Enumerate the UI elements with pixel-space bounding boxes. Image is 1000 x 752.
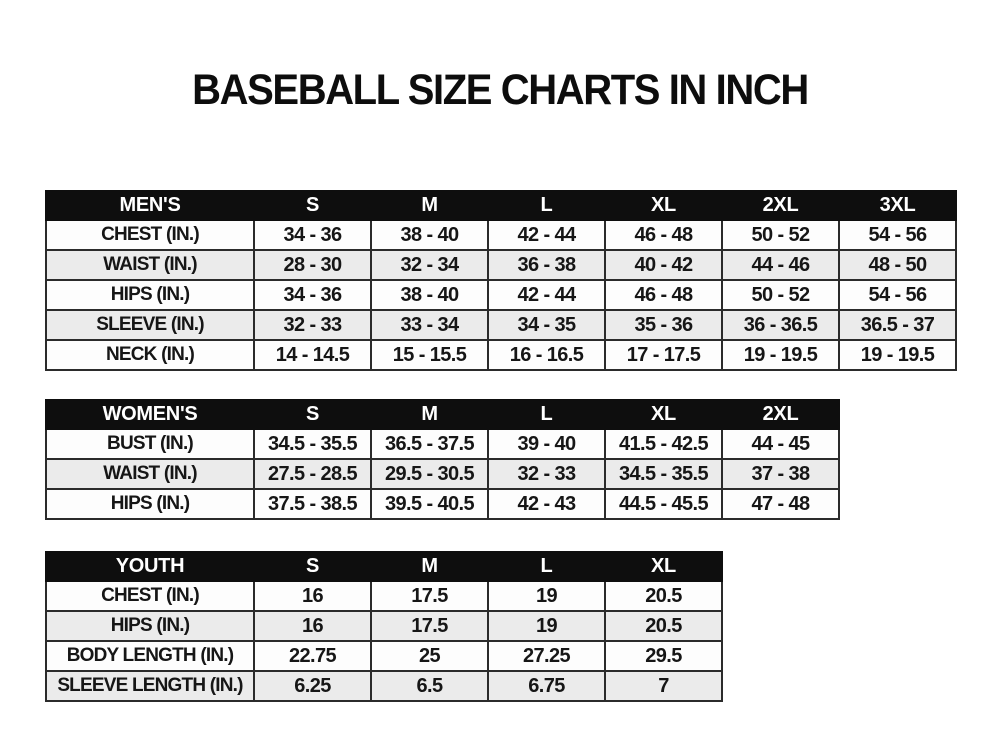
- size-value: 14 - 14.5: [254, 340, 371, 370]
- size-value: 16: [254, 611, 371, 641]
- youth-size-table: [45, 551, 723, 702]
- size-value: 17.5: [371, 611, 488, 641]
- size-value: 27.25: [488, 641, 605, 671]
- size-value: 34.5 - 35.5: [254, 429, 371, 459]
- womens-row-0: [46, 429, 839, 459]
- size-value: 34.5 - 35.5: [605, 459, 722, 489]
- womens-size-col-2xl: 2XL: [722, 400, 839, 429]
- size-value: 15 - 15.5: [371, 340, 488, 370]
- womens-size-col-xl: XL: [605, 400, 722, 429]
- measurement-label: CHEST (IN.): [46, 581, 254, 611]
- youth-size-col-s: S: [254, 552, 371, 581]
- size-value: 19 - 19.5: [722, 340, 839, 370]
- size-value: 44 - 45: [722, 429, 839, 459]
- womens-row-1: [46, 459, 839, 489]
- size-value: 6.5: [371, 671, 488, 701]
- size-value: 46 - 48: [605, 280, 722, 310]
- size-value: 46 - 48: [605, 220, 722, 250]
- mens-size-col-3xl: 3XL: [839, 191, 956, 220]
- size-value: 36 - 38: [488, 250, 605, 280]
- womens-table-section: [45, 399, 840, 520]
- size-value: 36.5 - 37: [839, 310, 956, 340]
- mens-row-3: [46, 310, 956, 340]
- size-value: 41.5 - 42.5: [605, 429, 722, 459]
- youth-table-section: [45, 551, 723, 702]
- size-value: 44.5 - 45.5: [605, 489, 722, 519]
- youth-row-3: [46, 671, 722, 701]
- size-value: 44 - 46: [722, 250, 839, 280]
- size-value: 20.5: [605, 581, 722, 611]
- size-value: 29.5: [605, 641, 722, 671]
- womens-group-label: WOMEN'S: [46, 400, 254, 429]
- size-value: 39.5 - 40.5: [371, 489, 488, 519]
- youth-size-col-m: M: [371, 552, 488, 581]
- size-value: 42 - 44: [488, 220, 605, 250]
- womens-size-col-l: L: [488, 400, 605, 429]
- size-value: 17 - 17.5: [605, 340, 722, 370]
- measurement-label: SLEEVE LENGTH (IN.): [46, 671, 254, 701]
- mens-row-4: [46, 340, 956, 370]
- mens-size-col-l: L: [488, 191, 605, 220]
- measurement-label: SLEEVE (IN.): [46, 310, 254, 340]
- measurement-label: CHEST (IN.): [46, 220, 254, 250]
- mens-size-table: [45, 190, 957, 371]
- mens-row-2: [46, 280, 956, 310]
- size-value: 54 - 56: [839, 220, 956, 250]
- measurement-label: WAIST (IN.): [46, 459, 254, 489]
- size-value: 20.5: [605, 611, 722, 641]
- measurement-label: HIPS (IN.): [46, 489, 254, 519]
- size-value: 40 - 42: [605, 250, 722, 280]
- measurement-label: HIPS (IN.): [46, 280, 254, 310]
- womens-header-row: [46, 400, 839, 429]
- size-value: 27.5 - 28.5: [254, 459, 371, 489]
- size-value: 54 - 56: [839, 280, 956, 310]
- youth-header-row: [46, 552, 722, 581]
- size-value: 42 - 44: [488, 280, 605, 310]
- size-value: 37 - 38: [722, 459, 839, 489]
- youth-row-2: [46, 641, 722, 671]
- size-value: 39 - 40: [488, 429, 605, 459]
- size-value: 34 - 36: [254, 280, 371, 310]
- measurement-label: WAIST (IN.): [46, 250, 254, 280]
- youth-size-col-l: L: [488, 552, 605, 581]
- size-value: 32 - 33: [254, 310, 371, 340]
- mens-row-0: [46, 220, 956, 250]
- womens-size-col-s: S: [254, 400, 371, 429]
- size-value: 47 - 48: [722, 489, 839, 519]
- womens-row-2: [46, 489, 839, 519]
- size-value: 35 - 36: [605, 310, 722, 340]
- size-value: 19: [488, 581, 605, 611]
- size-value: 29.5 - 30.5: [371, 459, 488, 489]
- size-value: 32 - 34: [371, 250, 488, 280]
- measurement-label: HIPS (IN.): [46, 611, 254, 641]
- womens-size-col-m: M: [371, 400, 488, 429]
- size-value: 38 - 40: [371, 220, 488, 250]
- mens-group-label: MEN'S: [46, 191, 254, 220]
- mens-header-row: [46, 191, 956, 220]
- youth-size-col-xl: XL: [605, 552, 722, 581]
- mens-table-section: [45, 190, 957, 371]
- size-value: 50 - 52: [722, 220, 839, 250]
- size-value: 34 - 35: [488, 310, 605, 340]
- size-value: 22.75: [254, 641, 371, 671]
- size-value: 16 - 16.5: [488, 340, 605, 370]
- size-value: 36.5 - 37.5: [371, 429, 488, 459]
- size-value: 16: [254, 581, 371, 611]
- size-value: 42 - 43: [488, 489, 605, 519]
- size-value: 7: [605, 671, 722, 701]
- size-value: 25: [371, 641, 488, 671]
- womens-size-table: [45, 399, 840, 520]
- measurement-label: NECK (IN.): [46, 340, 254, 370]
- size-value: 6.25: [254, 671, 371, 701]
- size-value: 36 - 36.5: [722, 310, 839, 340]
- size-value: 32 - 33: [488, 459, 605, 489]
- mens-row-1: [46, 250, 956, 280]
- size-value: 28 - 30: [254, 250, 371, 280]
- size-value: 33 - 34: [371, 310, 488, 340]
- mens-size-col-s: S: [254, 191, 371, 220]
- measurement-label: BUST (IN.): [46, 429, 254, 459]
- size-value: 19 - 19.5: [839, 340, 956, 370]
- size-value: 34 - 36: [254, 220, 371, 250]
- size-value: 19: [488, 611, 605, 641]
- page-title: BASEBALL SIZE CHARTS IN INCH: [192, 66, 808, 114]
- size-value: 38 - 40: [371, 280, 488, 310]
- mens-size-col-xl: XL: [605, 191, 722, 220]
- size-value: 17.5: [371, 581, 488, 611]
- youth-group-label: YOUTH: [46, 552, 254, 581]
- size-value: 6.75: [488, 671, 605, 701]
- measurement-label: BODY LENGTH (IN.): [46, 641, 254, 671]
- size-value: 48 - 50: [839, 250, 956, 280]
- size-value: 50 - 52: [722, 280, 839, 310]
- mens-size-col-m: M: [371, 191, 488, 220]
- size-value: 37.5 - 38.5: [254, 489, 371, 519]
- youth-row-1: [46, 611, 722, 641]
- youth-row-0: [46, 581, 722, 611]
- mens-size-col-2xl: 2XL: [722, 191, 839, 220]
